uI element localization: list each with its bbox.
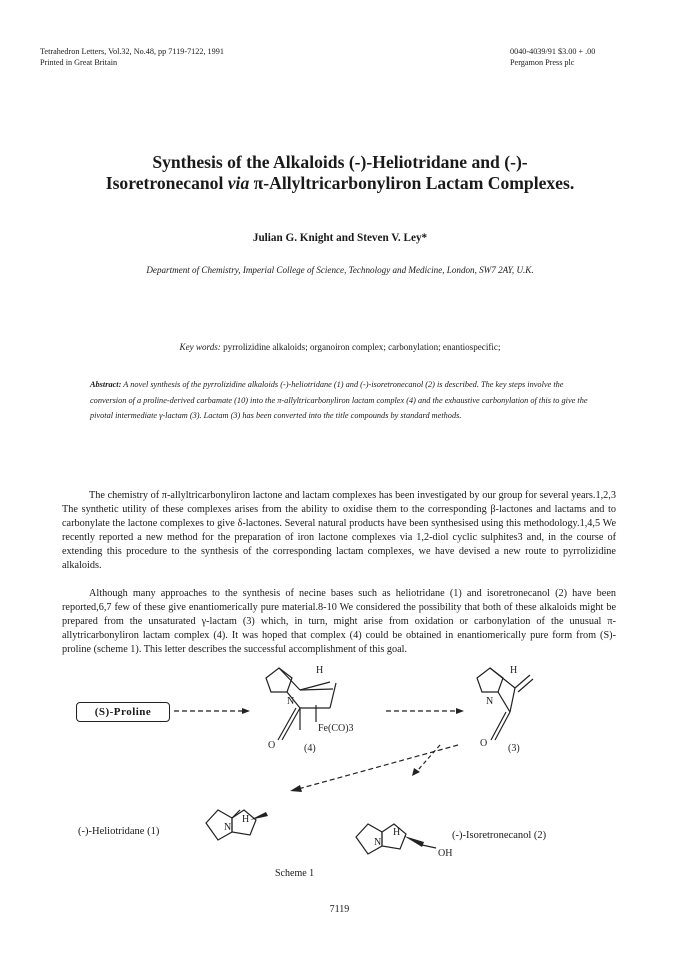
o-label-4: O [268,740,276,751]
n-label-3: N [486,696,494,707]
journal-citation: Tetrahedron Letters, Vol.32, No.48, pp 7119-7122, 1991 [40,47,224,56]
proline-box: (S)-Proline [76,702,170,722]
oh-label: OH [438,848,453,859]
affiliation: Department of Chemistry, Imperial College of Science, Technology and Medicine, London, SW7 2AY, U.K. [146,265,534,275]
h-label-3: H [510,665,518,676]
isoretronecanol-label: (-)-Isoretronecanol (2) [452,830,547,841]
keywords [40,342,640,352]
abstract-text: A novel synthesis of the pyrrolizidine alkaloids (-)-heliotridane (1) and (-)-isoretronecanol (2) is described. The key steps involve the conversion of a proline-derived carbamate (10) into the π-allyltricarbonyliron lactam complex (4) and the exhaustive carbonylation of this to give the pivotal intermediate γ-lactam (3). Lactam (3) has been converted into the title compounds by standard methods. [90,380,588,421]
paper-title [40,152,640,194]
journal-header [40,47,224,68]
publisher-name: Pergamon Press plc [510,57,575,67]
publisher-header [510,47,595,68]
keywords-text: pyrrolizidine alkaloids; organoiron complex; carbonylation; enantiospecific; [220,342,501,352]
compound-3-label: (3) [508,743,520,754]
abstract-label: Abstract: [90,380,122,389]
scheme-caption: Scheme 1 [275,868,315,879]
compound-4-label: (4) [304,743,316,754]
title-line-1: Synthesis of the Alkaloids (-)-Heliotridane and (-)- [152,152,528,172]
price-code: 0040-4039/91 $3.00 + .00 [510,47,596,56]
scheme-1-diagram [0,660,679,900]
printed-location: Printed in Great Britain [40,57,118,67]
o-label-3: O [480,738,488,749]
n-label-1: N [224,822,232,833]
page-number: 7119 [329,904,350,915]
keywords-label: Key words: [179,342,221,352]
n-label-2: N [374,837,382,848]
heliotridane-label: (-)-Heliotridane (1) [78,826,160,837]
title-line-2: Isoretronecanol via π-Allyltricarbonyliron Lactam Complexes. [105,173,575,193]
n-label-4: N [287,696,295,707]
h-label-4: H [316,665,324,676]
abstract [90,377,600,424]
fe-label: Fe(CO)3 [318,723,354,734]
body-paragraph-2: Although many approaches to the synthesis of necine bases such as heliotridane (1) and isoretronecanol (2) have been reported,6,7 few of these give enantiomerically pure material.8-10 We considered the possibility that both of these alkaloids might be prepared from the unsaturated γ-lactam (3) which, in turn, might arise from oxidation or carbonylation of the unusual π-allytricarbonyliron lactam complex (4). It was hoped that complex (4) could be obtained in enantiomerically pure form from (S)-proline (scheme 1). This letter describes the successful accomplishment of this goal. [62,588,616,655]
body-paragraph-1: The chemistry of π-allyltricarbonyliron lactone and lactam complexes has been investigated by our group for several years.1,2,3 The synthetic utility of these complexes arises from the ability to oxidise them to the corresponding β-lactones and lactams and to carbonylate the lactone complexes to give δ-lactones. Several natural products have been synthesised using this methodology.1,4,5 We recently reported a new method for the preparation of iron lactone complexes via 1,2-diol cyclic sulphites3 and, in the course of extending this procedure to the synthesis of the corresponding lactam complexes, we have devised a new route to pyrrolizidine alkaloids. [62,490,616,571]
h-label-1: H [242,814,250,825]
authors: Julian G. Knight and Steven V. Ley* [252,232,428,244]
h-label-2: H [393,827,401,838]
